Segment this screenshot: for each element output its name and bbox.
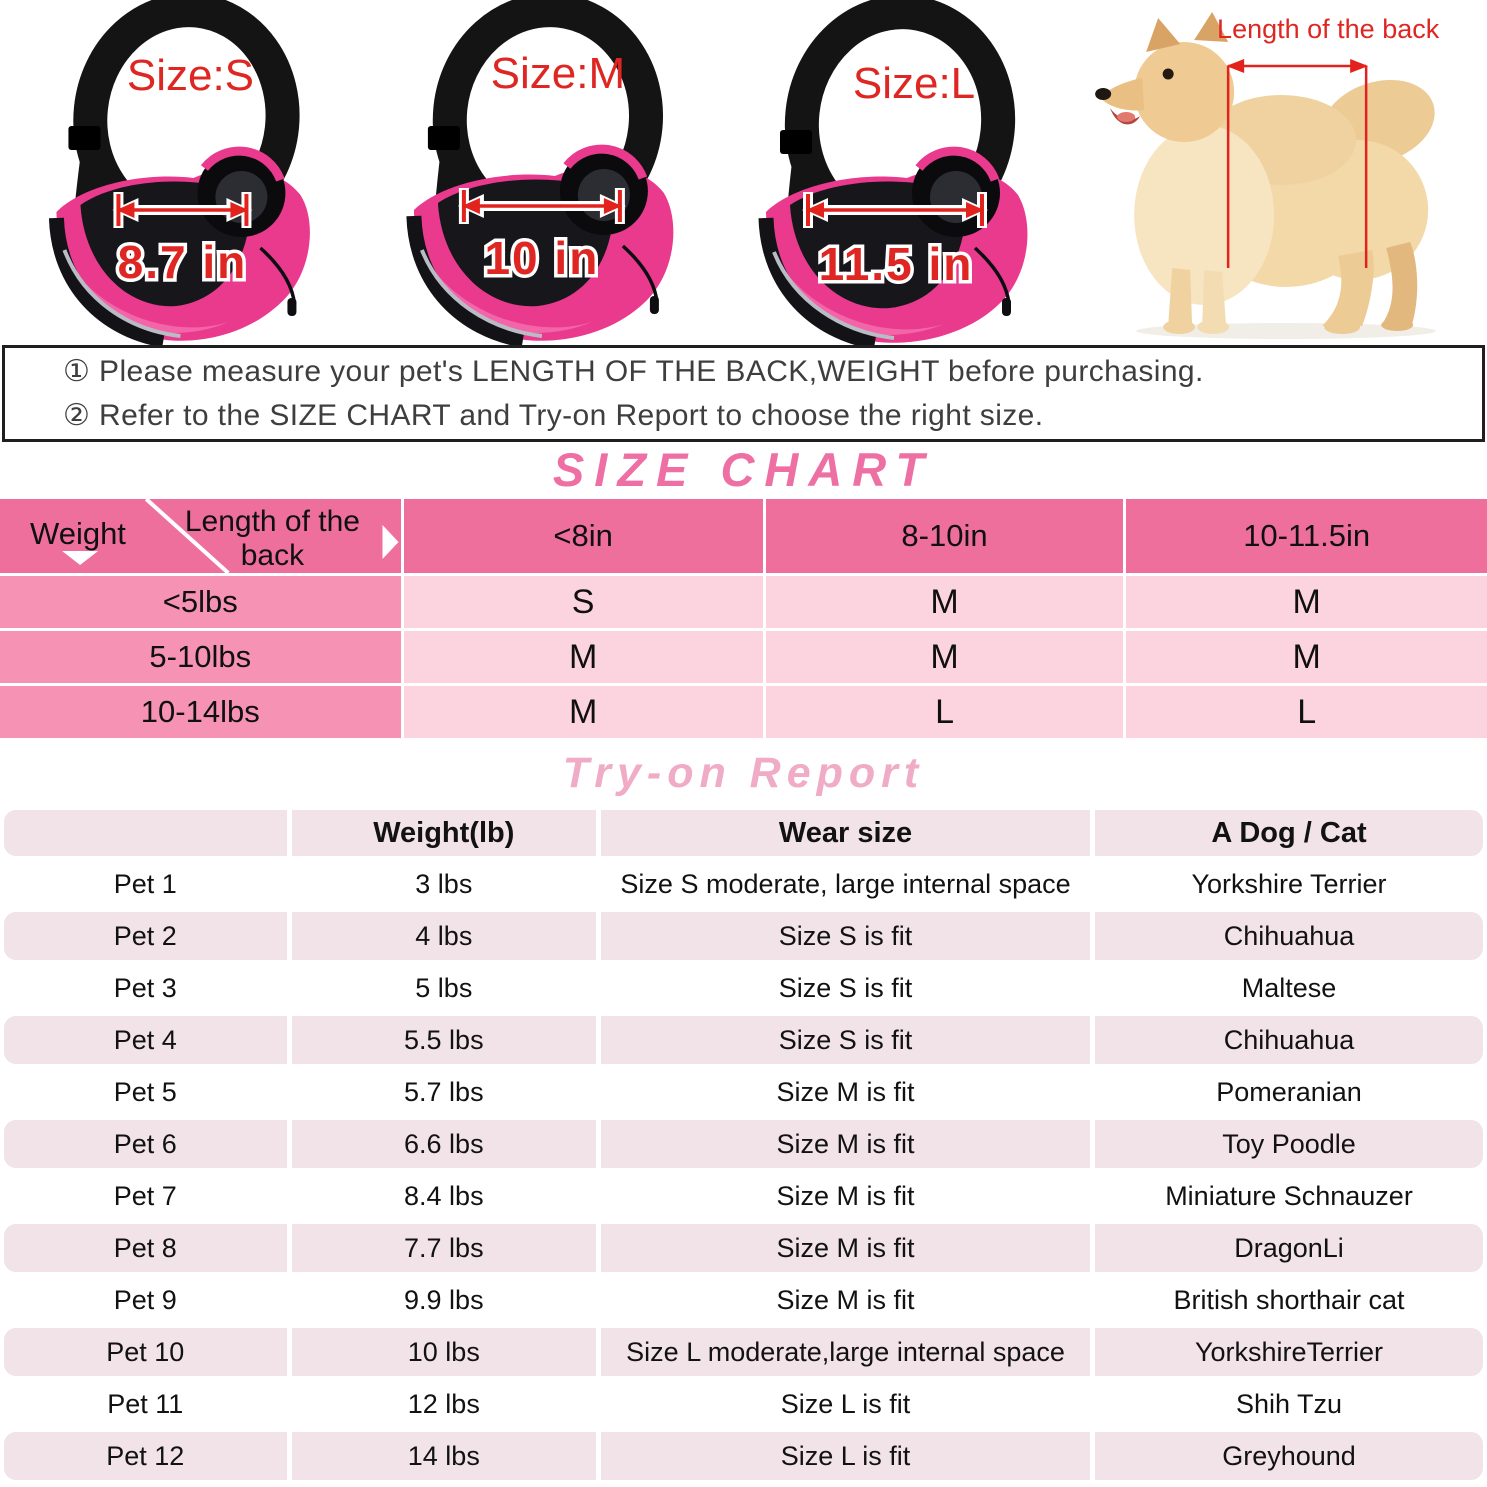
tryon-cell: Size L is fit [780,1388,911,1419]
dog-measurement-photo [1065,0,1487,345]
pet-label: Pet 3 [113,972,177,1003]
note-line-2: ② Refer to the SIZE CHART and Try-on Report to choose the right size. [63,399,1044,432]
tryon-cell: 4 lbs [292,912,597,960]
pet-label: Pet 10 [4,1328,287,1376]
tryon-cell: Greyhound [1095,1432,1483,1480]
size-s-width-label: 8.7 in [117,236,248,288]
sling-photo-size-s [0,0,357,345]
size-chart-col-header: 10-11.5in [1126,499,1487,573]
dog-body [1095,12,1446,339]
tryon-row-4 [4,1016,1483,1064]
pet-label: Pet 8 [4,1224,287,1272]
tryon-cell: Chihuahua [1095,912,1483,960]
back-length-label: Length of the back [1216,14,1439,44]
size-s-label: Size:S [126,51,255,100]
tryon-cell: Size L moderate,large internal space [601,1328,1090,1376]
tryon-cell: Maltese [1241,972,1337,1003]
product-photos-row [0,0,1487,345]
tryon-cell: British shorthair cat [1173,1284,1405,1315]
tryon-cell: Size M is fit [601,1224,1090,1272]
tryon-header-weight: Weight(lb) [292,810,597,856]
tryon-cell: Size L is fit [601,1432,1090,1480]
size-chart-value: M [1126,631,1487,683]
tryon-cell: 8.4 lbs [404,1180,484,1211]
tryon-cell: Shih Tzu [1235,1388,1343,1419]
tryon-row-10 [4,1328,1483,1376]
size-chart-value: M [1126,576,1487,628]
pet-label: Pet 1 [113,868,177,899]
tryon-cell: Size M is fit [776,1284,915,1315]
dog-illustration [1065,0,1487,345]
sling-s-illustration [0,0,357,345]
tryon-row-6 [4,1120,1483,1168]
tryon-cell: 5.7 lbs [404,1076,484,1107]
size-chart-col-header: 8-10in [766,499,1124,573]
tryon-cell: Chihuahua [1095,1016,1483,1064]
size-chart-row-label: 10-14lbs [0,686,401,738]
tryon-row-2 [4,912,1483,960]
back-right-triangle-icon [383,525,399,559]
size-chart-value: M [404,686,763,738]
size-chart-corner-cell [0,499,401,573]
tryon-row-7 [4,1172,1483,1220]
sling-photo-size-l [723,0,1065,345]
tryon-header-row [4,810,1483,856]
size-chart-table [0,499,1487,738]
size-chart-value: L [766,686,1124,738]
tryon-row-5 [4,1068,1483,1116]
tryon-cell: 14 lbs [292,1432,597,1480]
pet-label: Pet 11 [107,1388,184,1419]
tryon-cell: DragonLi [1095,1224,1483,1272]
size-chart-value: M [766,576,1124,628]
tryon-cell: Toy Poodle [1095,1120,1483,1168]
pet-label: Pet 4 [4,1016,287,1064]
pet-label: Pet 9 [113,1284,177,1315]
sling-photo-size-m [357,0,723,345]
pet-label: Pet 7 [113,1180,177,1211]
tryon-row-9 [4,1276,1483,1324]
tryon-row-12 [4,1432,1483,1480]
pet-label: Pet 6 [4,1120,287,1168]
size-chart-title: SIZE CHART [552,443,935,496]
tryon-cell: 9.9 lbs [404,1284,484,1315]
weight-axis-label: Weight [30,516,126,551]
size-chart-value: S [404,576,763,628]
tryon-row-3 [4,964,1483,1012]
pet-label: Pet 12 [4,1432,287,1480]
tryon-cell: Size M is fit [776,1180,915,1211]
size-chart-row-label: 5-10lbs [0,631,401,683]
tryon-header-dog-cat: A Dog / Cat [1095,810,1483,856]
sling-l-illustration [723,0,1065,345]
size-m-label: Size:M [490,49,626,98]
tryon-cell: 10 lbs [292,1328,597,1376]
tryon-cell: Yorkshire Terrier [1191,868,1387,899]
size-l-width-label: 11.5 in [818,238,973,290]
back-length-axis-label: Length of the back [184,505,360,572]
size-chart-row-label: <5lbs [0,576,401,628]
tryon-cell: Miniature Schnauzer [1165,1180,1413,1211]
tryon-cell: YorkshireTerrier [1095,1328,1483,1376]
pet-label: Pet 5 [113,1076,177,1107]
tryon-cell: 7.7 lbs [292,1224,597,1272]
tryon-cell: 5.5 lbs [292,1016,597,1064]
tryon-cell: Size S is fit [601,1016,1090,1064]
size-chart-col-header: <8in [404,499,763,573]
pet-label: Pet 2 [4,912,287,960]
size-chart-value: M [404,631,763,683]
size-m-width-label: 10 in [484,232,600,284]
tryon-cell: 3 lbs [415,868,473,899]
tryon-row-8 [4,1224,1483,1272]
tryon-report-title: Try-on Report [562,749,925,797]
tryon-header-pet [4,810,287,856]
size-l-label: Size:L [852,59,975,108]
weight-down-triangle-icon [62,551,98,565]
tryon-cell: 5 lbs [415,972,473,1003]
sling-m-illustration [357,0,723,345]
tryon-cell: Size M is fit [601,1120,1090,1168]
size-chart-value: L [1126,686,1487,738]
tryon-cell: 12 lbs [407,1388,480,1419]
tryon-row-1 [4,860,1483,908]
size-chart-value: M [766,631,1124,683]
tryon-row-11 [4,1380,1483,1428]
tryon-cell: Size S moderate, large internal space [620,868,1071,899]
tryon-cell: Size S is fit [601,912,1090,960]
tryon-cell: Size S is fit [778,972,913,1003]
purchase-notes-box [2,345,1485,442]
tryon-cell: Size M is fit [776,1076,915,1107]
tryon-cell: 6.6 lbs [292,1120,597,1168]
tryon-cell: Pomeranian [1216,1076,1362,1107]
tryon-report-table [4,810,1483,1480]
tryon-header-wear-size: Wear size [601,810,1090,856]
note-line-1: ① Please measure your pet's LENGTH OF THE BACK,WEIGHT before purchasing. [63,355,1204,388]
